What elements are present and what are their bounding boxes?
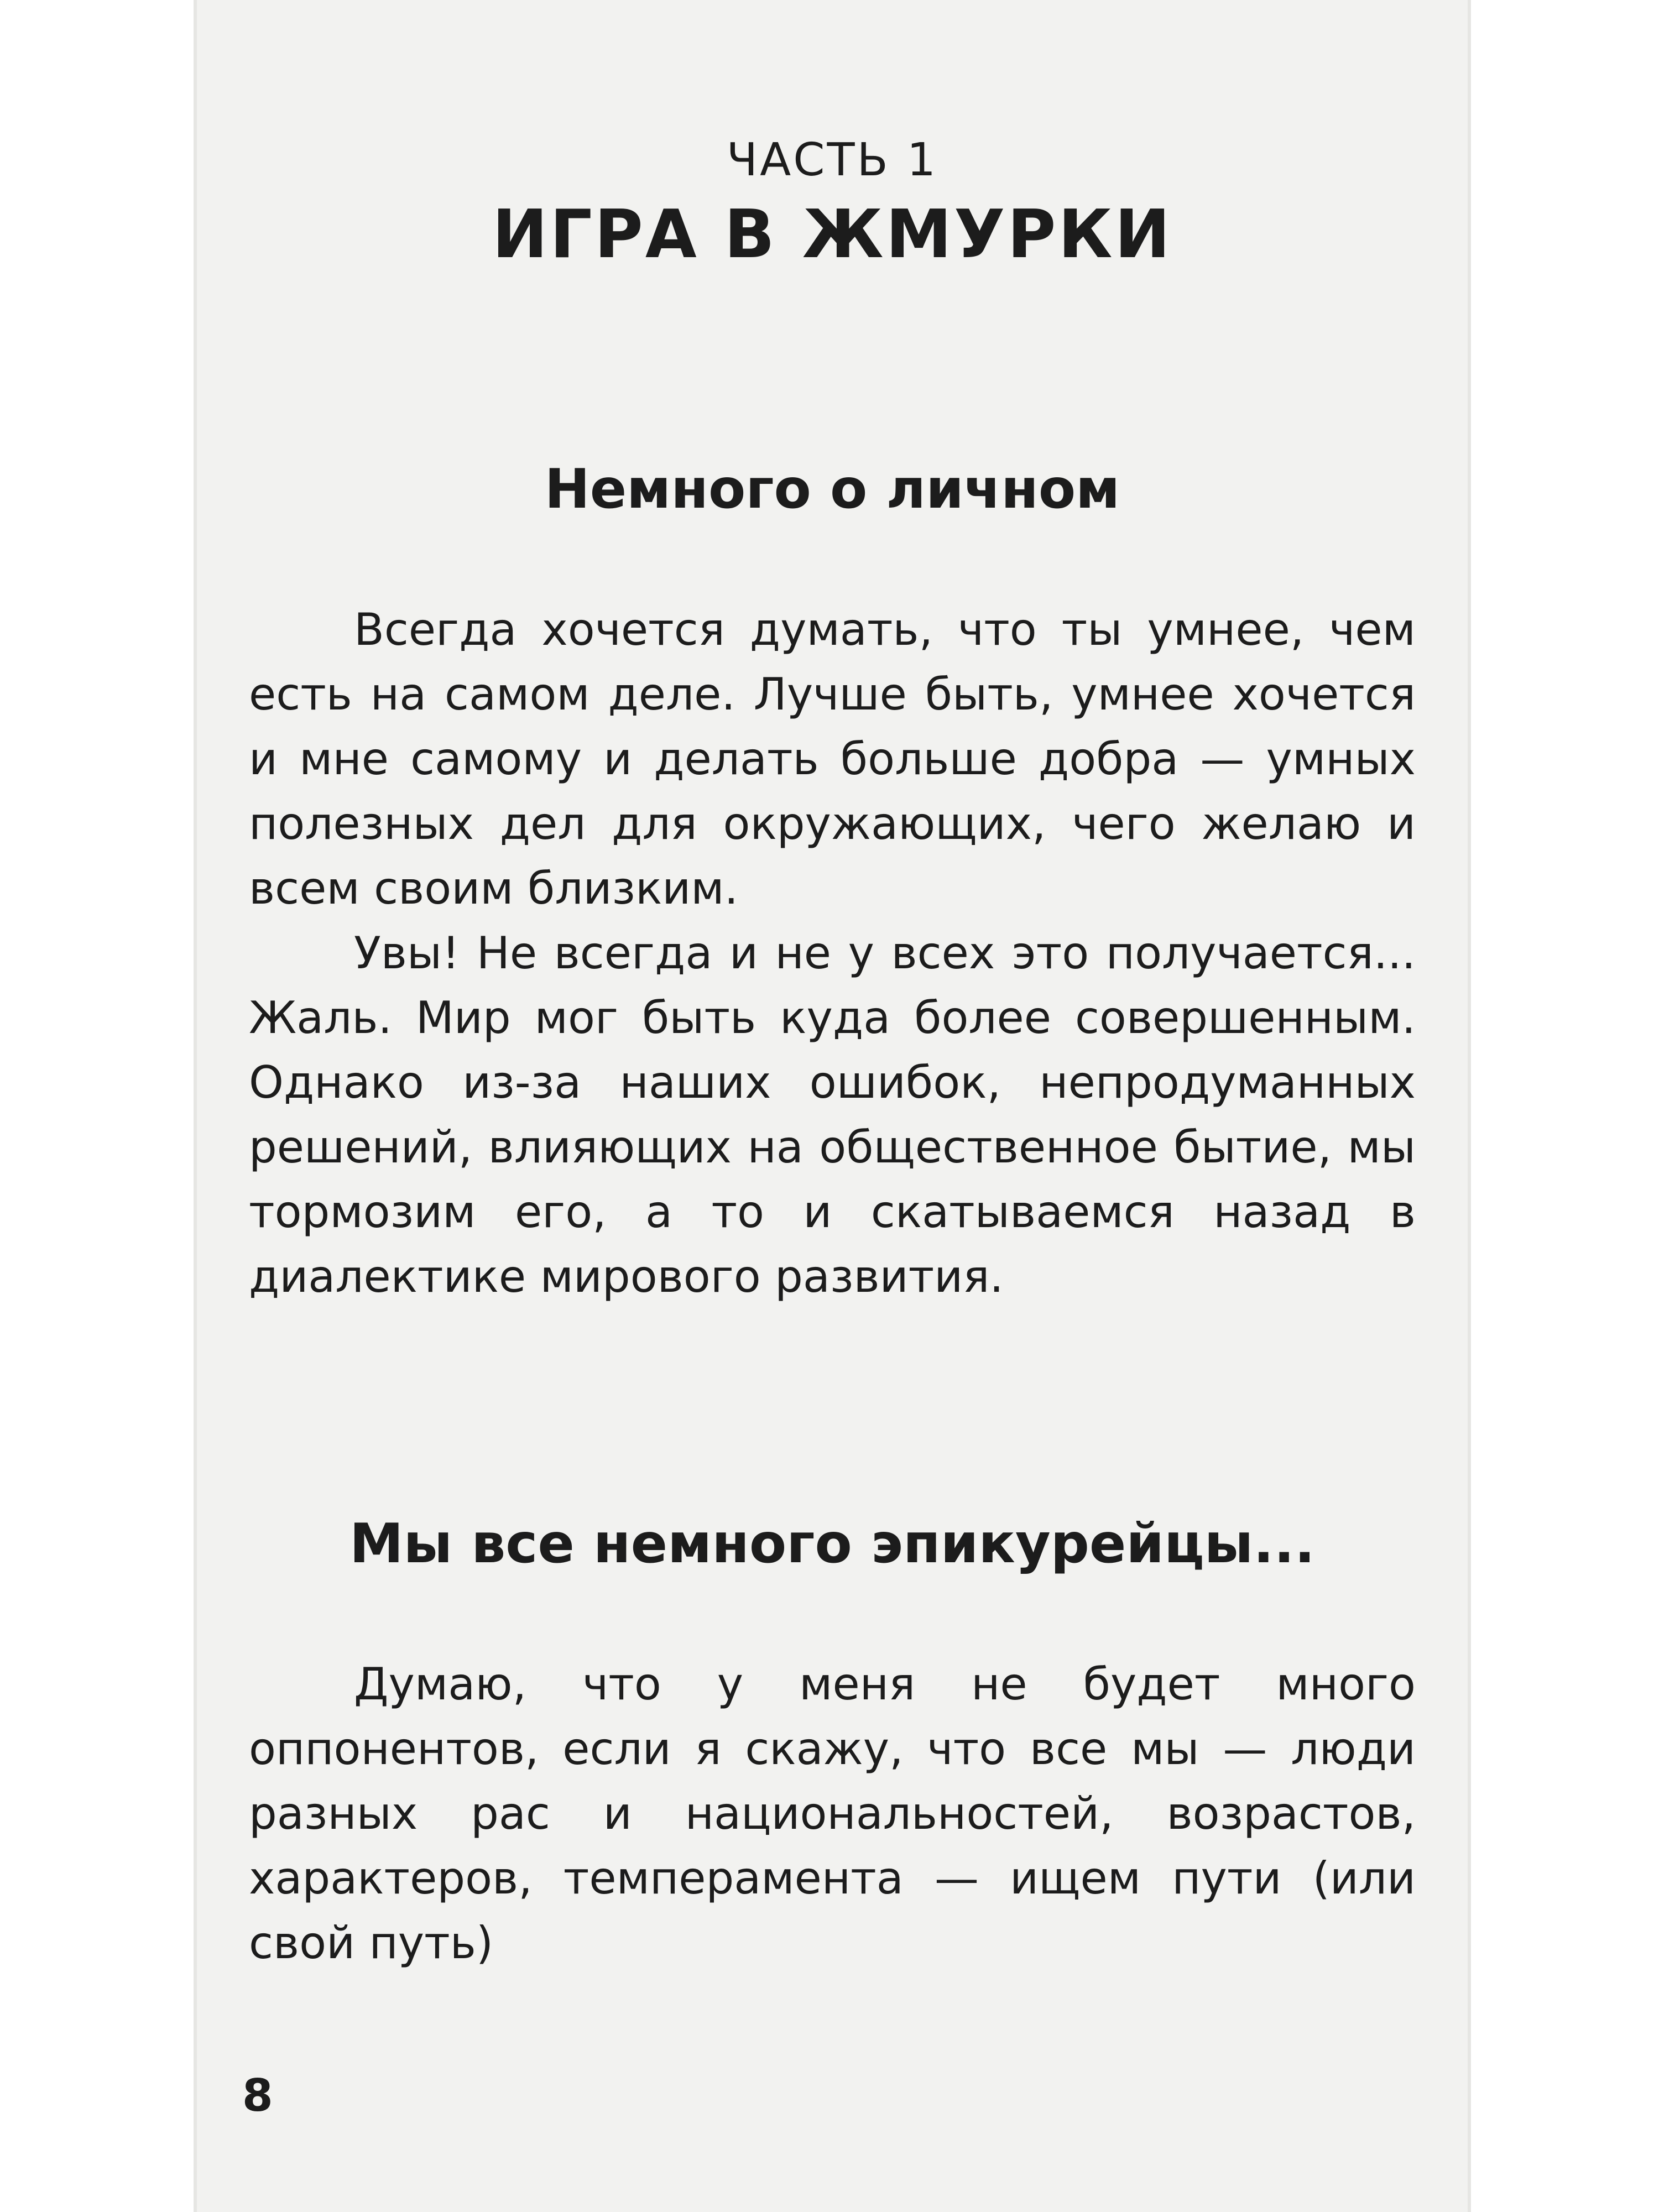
paragraph: Думаю, что у меня не будет много оппонентов, если я скажу, что все мы — люди разных рас и национальностей, возрастов, характеров, темперамента — ищем пути (или свой путь) <box>249 1658 1416 1969</box>
chapter-title: ИГРА В ЖМУРКИ <box>492 196 1173 273</box>
page-edge-left <box>194 0 197 2212</box>
section-title-personal: Немного о личном <box>544 458 1120 521</box>
page-number: 8 <box>242 2070 273 2121</box>
page-edge-right <box>1468 0 1471 2212</box>
paragraph: Увы! Не всегда и не у всех это получается... Жаль. Мир мог быть куда более совершенным. Однако из-за наших ошибок, непродуманных решений, влияющих на общественное бытие, мы тормозим его, а то и скатываемся назад в диалектике мирового развития. <box>249 927 1416 1302</box>
paragraph: Всегда хочется думать, что ты умнее, чем есть на самом деле. Лучше быть, умнее хочется и мне самому и делать больше добра — умных полезных дел для окружающих, чего желаю и всем своим близким. <box>249 604 1416 914</box>
section-title-epicureans: Мы все немного эпикурейцы... <box>349 1512 1315 1575</box>
page-content <box>249 127 1416 1975</box>
part-label: ЧАСТЬ 1 <box>726 134 938 186</box>
book-page <box>194 0 1471 2212</box>
